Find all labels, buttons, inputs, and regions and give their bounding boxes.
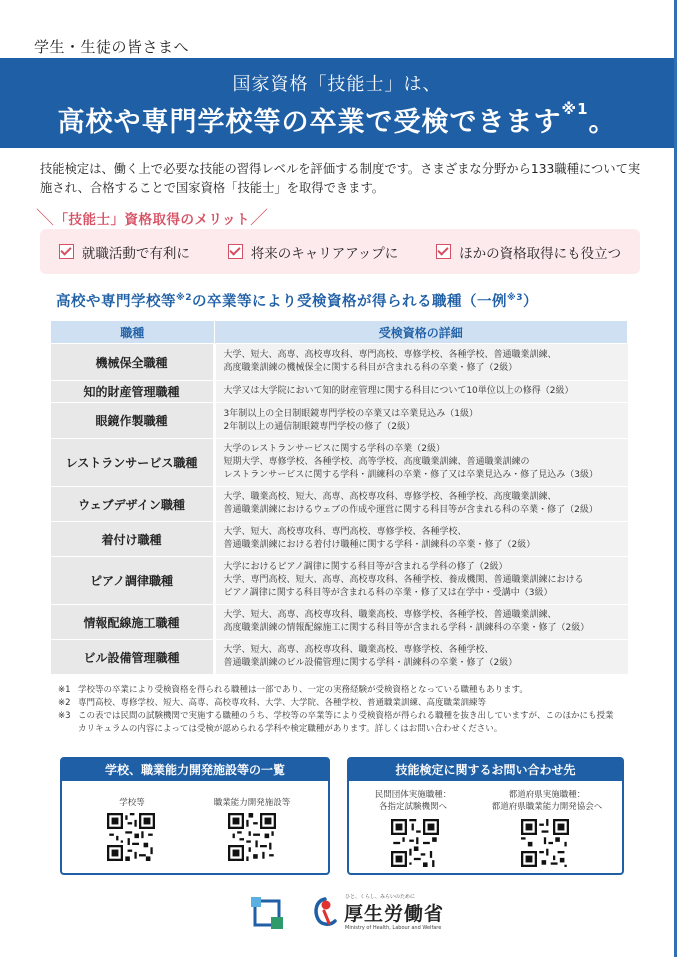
section-footnote-2: ※2 — [176, 293, 193, 304]
job-detail: 大学、短大、高専、高校専攻科、職業高校、専修学校、各種学校、 普通職業訓練のビル設備管理に関する学科・訓練科の卒業・修了（2級） — [214, 640, 628, 675]
table-row — [51, 487, 628, 522]
qr-code-prefecture[interactable] — [521, 819, 569, 867]
table-row — [51, 381, 628, 403]
footnote-key: ※3 — [58, 711, 71, 721]
footnote-text: 学校等の卒業により受検資格を得られる職種は一部であり、一定の実務経験が受検資格となっている職種もあります。 — [78, 685, 528, 695]
footnote — [58, 710, 618, 736]
header-detail: 受検資格の詳細 — [214, 321, 628, 344]
contact-title: 技能検定に関するお問い合わせ先 — [349, 759, 622, 781]
footnote-key: ※1 — [58, 685, 71, 695]
footnote-key: ※2 — [58, 698, 71, 708]
merit-title: ＼「技能士」資格取得のメリット／ — [36, 208, 269, 229]
section-title — [56, 290, 538, 311]
table-row — [51, 403, 628, 439]
table-row — [51, 344, 628, 381]
table-header-row — [51, 321, 628, 344]
qr-code-private[interactable] — [391, 819, 439, 867]
qr-code-schools[interactable] — [107, 813, 155, 861]
ministry-name: 厚生労働省 — [344, 902, 445, 925]
headline-main-text: 高校や専門学校等の卒業で受検できます — [57, 107, 562, 138]
header-job: 職種 — [51, 321, 215, 344]
job-name: 機械保全職種 — [51, 344, 215, 381]
qr-label-schools: 学校等 — [119, 798, 145, 808]
skill-test-logo-icon — [249, 897, 285, 931]
headline-banner — [0, 58, 674, 148]
merit-label: 就職活動で有利に — [81, 245, 190, 262]
footnote — [58, 684, 618, 697]
job-name: ウェブデザイン職種 — [51, 487, 215, 522]
headline-footnote-mark: ※1 — [561, 100, 589, 118]
intro-text: 技能検定は、働く上で必要な技能の習得レベルを評価する制度です。さまざまな分野から133職種について実施され、合格することで国家資格「技能士」を取得できます。 — [40, 162, 641, 195]
checkbox-icon — [436, 244, 451, 259]
merit-title-text: 「技能士」資格取得のメリット — [54, 212, 250, 228]
headline-period: 。 — [588, 107, 617, 138]
ministry-emblem-icon — [310, 895, 340, 929]
job-detail: 大学、短大、高専、高校専攻科、職業高校、専修学校、各種学校、普通職業訓練、 高度職業訓練の情報配線施工に関する科目等が含まれる学科・訓練科の卒業・修了（2級） — [214, 605, 628, 640]
ministry-english-name: Ministry of Health, Labour and Welfare — [345, 925, 442, 931]
job-detail: 大学又は大学院において知的財産管理に関する科目について10単位以上の修得（2級） — [214, 381, 628, 403]
table-row — [51, 439, 628, 487]
merit-item — [59, 242, 190, 262]
job-name: 情報配線施工職種 — [51, 605, 215, 640]
merit-item — [228, 242, 399, 262]
headline-line2 — [0, 100, 674, 139]
merit-item — [436, 242, 621, 262]
job-detail: 大学、短大、高校専攻科、専門高校、専修学校、各種学校、 普通職業訓練における着付け職種に関する学科・訓練科の卒業・修了（2級） — [214, 522, 628, 557]
job-name: ピアノ調律職種 — [51, 557, 215, 605]
section-footnote-3: ※3 — [507, 293, 524, 304]
qr-label-facilities: 職業能力開発施設等 — [213, 798, 291, 808]
footnote-text: 専門高校、専修学校、短大、高専、高校専攻科、大学、大学院、各種学校、普通職業訓練、高度職業訓練等 — [78, 698, 487, 708]
job-name: ビル設備管理職種 — [51, 640, 215, 675]
job-detail: 大学、短大、高専、高校専攻科、専門高校、専修学校、各種学校、普通職業訓練、 高度職業訓練の機械保全に関する科目が含まれる科の卒業・修了（2級） — [214, 344, 628, 381]
school-list-title: 学校、職業能力開発施設等の一覧 — [62, 759, 328, 781]
audience-heading: 学生・生徒の皆さまへ — [34, 38, 190, 56]
contact-box — [347, 757, 624, 875]
qr-code-facilities[interactable] — [228, 813, 276, 861]
merit-list — [40, 229, 640, 274]
job-table — [50, 320, 628, 675]
footnotes — [58, 684, 618, 736]
ministry-logo — [310, 895, 444, 929]
job-name: 知的財産管理職種 — [51, 381, 215, 403]
job-detail: 大学、職業高校、短大、高専、高校専攻科、専修学校、各種学校、高度職業訓練、 普通職業訓練におけるウェブの作成や運営に関する科目等が含まれる科の卒業・修了（2級） — [214, 487, 628, 522]
merit-label: ほかの資格取得にも役立つ — [459, 245, 622, 262]
ministry-tagline: ひと、くらし、みらいのために — [345, 894, 416, 900]
job-detail: 大学のレストランサービスに関する学科の卒業（2級） 短期大学、専修学校、各種学校、高等学校、高度職業訓練、普通職業訓練の レストランサービスに関する学科・訓練科の卒業・修了又は卒業見込み・修了見込み（3級） — [214, 439, 628, 487]
job-name: レストランサービス職種 — [51, 439, 215, 487]
table-row — [51, 557, 628, 605]
qr-label-private: 民間団体実施職種： 各指定試験機関へ — [374, 790, 452, 812]
section-title-mid: の卒業等により受検資格が得られる職種（一例 — [192, 294, 508, 310]
table-row — [51, 640, 628, 675]
checkbox-icon — [228, 244, 243, 259]
job-detail: 3年制以上の全日制眼鏡専門学校の卒業又は卒業見込み（1級） 2年制以上の通信制眼鏡専門学校の修了（2級） — [214, 403, 628, 439]
job-name: 眼鏡作製職種 — [51, 403, 215, 439]
job-detail: 大学におけるピアノ調律に関する科目等が含まれる学科の修了（2級） 大学、専門高校、短大、高専、高校専攻科、各種学校、養成機関、普通職業訓練における ピアノ調律に関する科目等が含まれる科の卒業・修了又は在学中・受講中（3級） — [214, 557, 628, 605]
table-row — [51, 522, 628, 557]
headline-line1: 国家資格「技能士」は、 — [232, 74, 442, 95]
merit-label: 将来のキャリアアップに — [250, 245, 399, 262]
table-row — [51, 605, 628, 640]
section-title-pre: 高校や専門学校等 — [56, 294, 176, 310]
checkbox-icon — [59, 244, 74, 259]
footnote-text: この表では民間の試験機関で実施する職種のうち、学校等の卒業等により受検資格が得られる職種を抜き出していますが、このほかにも授業カリキュラムの内容によっては受検が認められる学科や検定職種があります。詳しくはお問い合わせください。 — [78, 711, 614, 734]
school-list-box — [60, 757, 330, 875]
job-name: 着付け職種 — [51, 522, 215, 557]
footnote — [58, 697, 618, 710]
qr-label-prefecture: 都道府県実施職種： 都道府県職業能力開発協会へ — [491, 790, 603, 812]
section-title-end: ） — [523, 294, 539, 310]
